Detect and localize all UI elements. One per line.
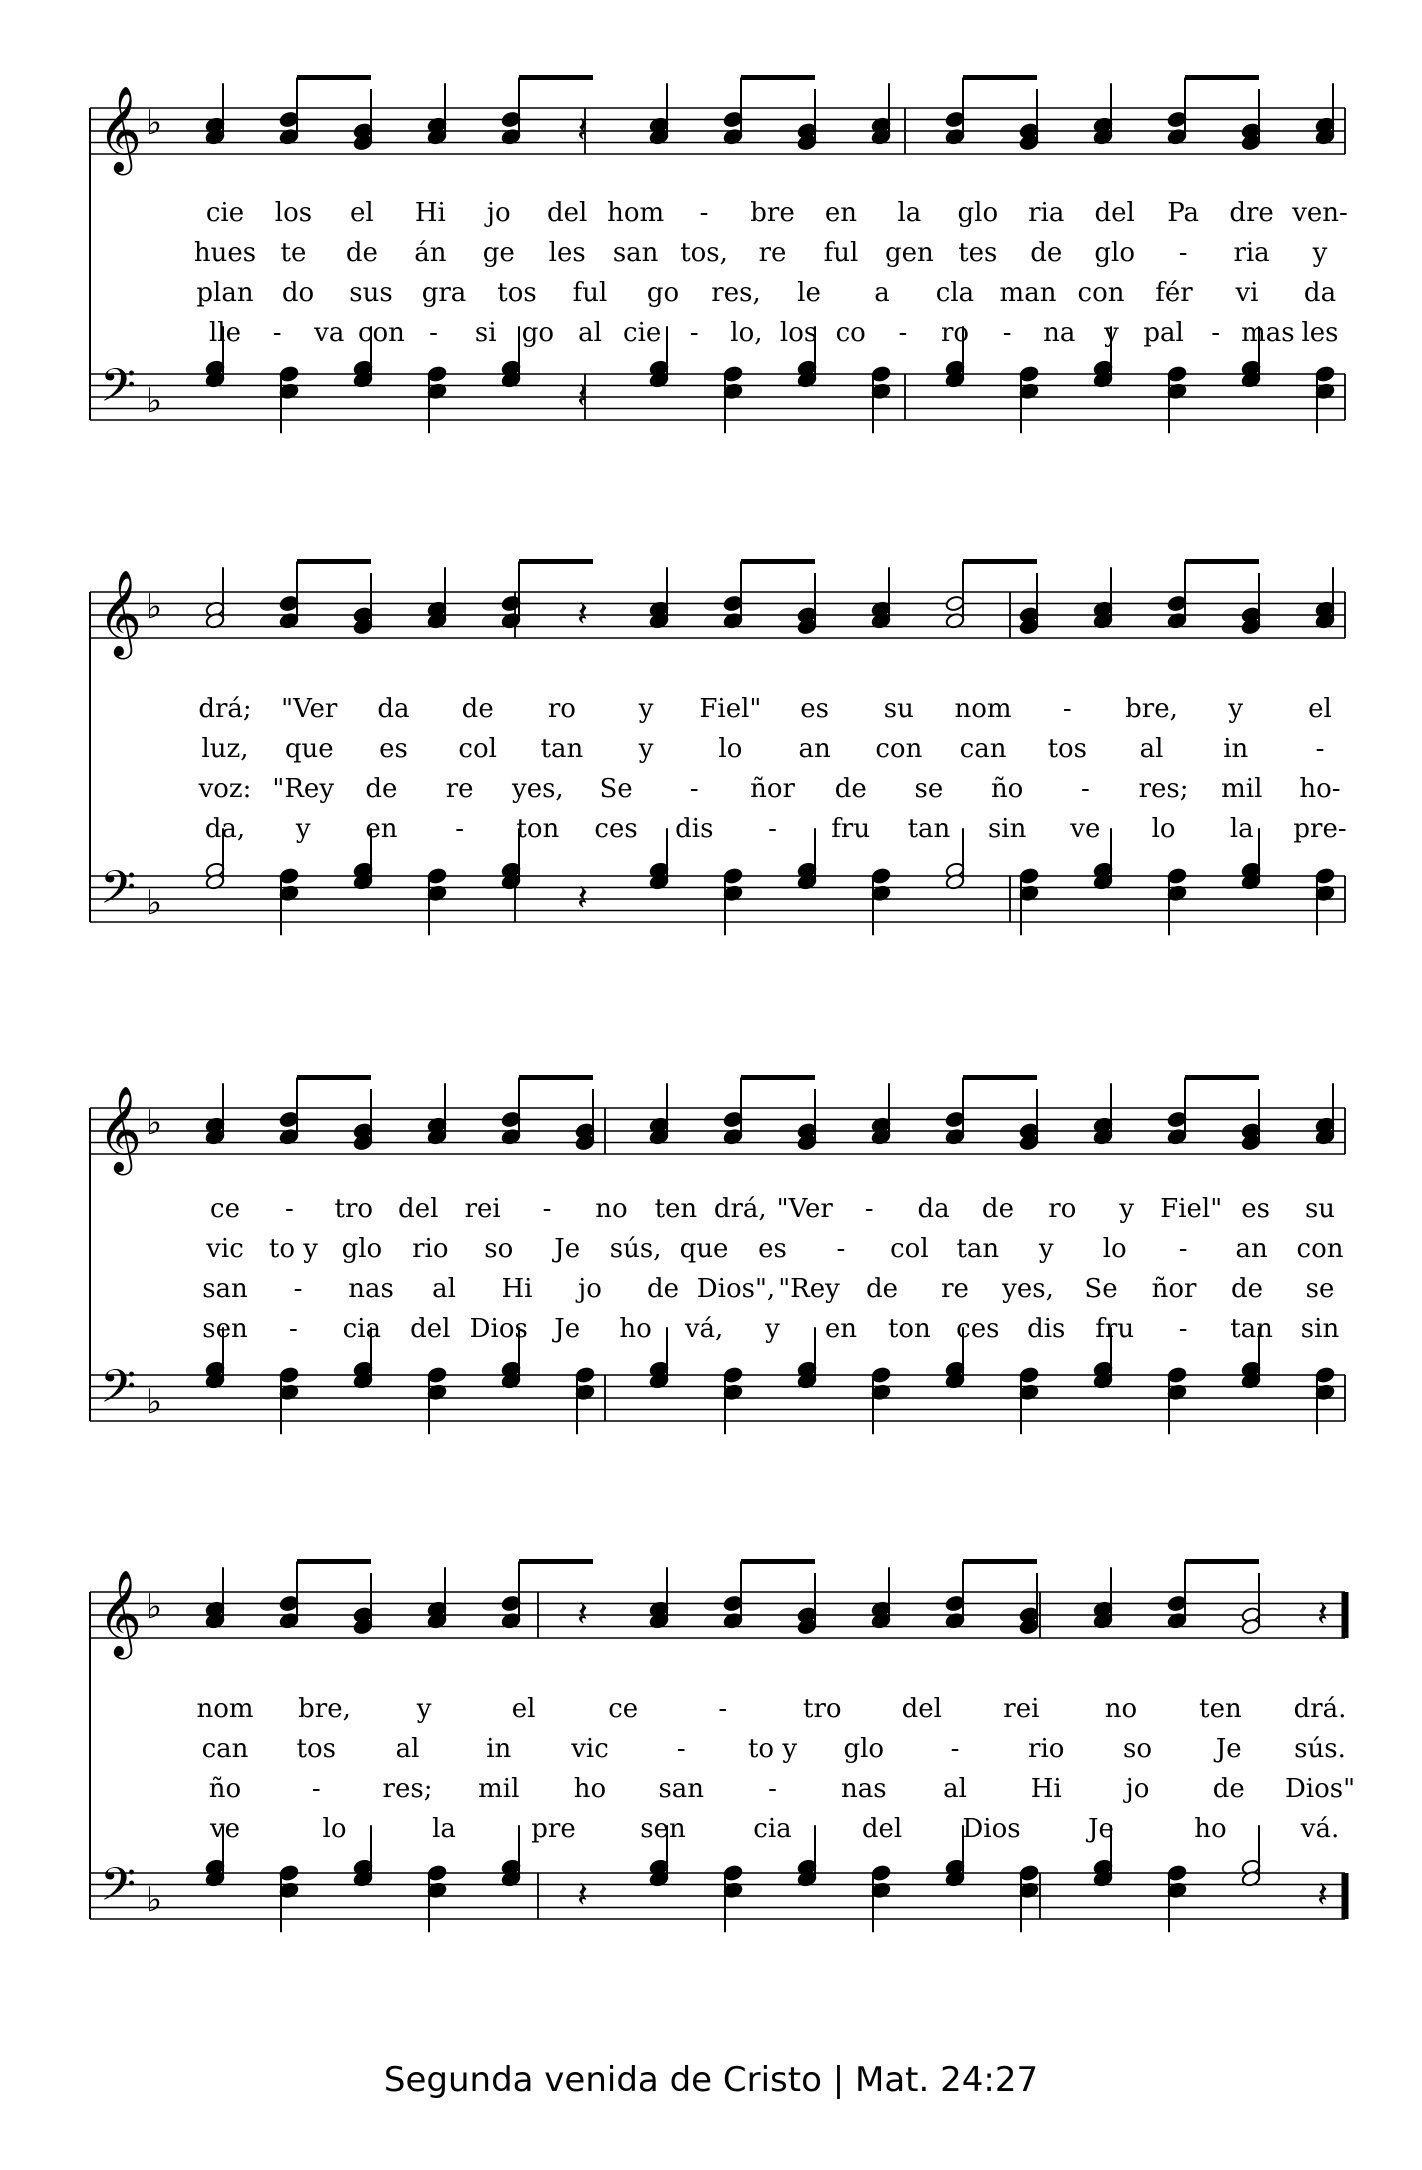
lyric-syllable: san <box>612 238 659 268</box>
lyric-syllable: que <box>284 734 334 764</box>
lyric-syllable: ho <box>1194 1814 1227 1844</box>
lyric-syllable: con <box>1296 1234 1344 1264</box>
lyric-syllable: da <box>917 1194 950 1224</box>
lyric-syllable: - <box>898 318 908 348</box>
quarter-rest-icon: 𝄽 <box>577 594 589 635</box>
lyric-syllable: da <box>377 694 410 724</box>
lyric-syllable: tan <box>907 814 951 844</box>
lyric-syllable: to y <box>747 1734 798 1764</box>
lyric-syllable: con <box>357 318 405 348</box>
lyric-syllable: sús. <box>1294 1734 1346 1764</box>
lyric-syllable: ve <box>1070 814 1101 844</box>
lyric-syllable: hom <box>607 198 665 228</box>
bass-staff <box>90 1825 1345 1932</box>
lyric-syllable: jo <box>486 198 511 228</box>
lyric-syllable: plan <box>196 278 254 308</box>
bass-clef-icon: 𝄢 <box>100 861 137 926</box>
lyric-syllable: nom <box>954 694 1012 724</box>
lyric-syllable: can <box>201 1734 249 1764</box>
lyric-syllable: que <box>679 1234 729 1264</box>
lyric-syllable: lo, <box>730 318 763 348</box>
lyric-syllable: - <box>768 1774 777 1804</box>
lyric-syllable: y <box>1312 238 1328 268</box>
lyric-syllable: de <box>1230 1274 1264 1304</box>
lyric-syllable: nas <box>348 1274 394 1304</box>
lyric-syllable: go <box>646 278 680 308</box>
lyric-syllable: lo <box>322 1814 347 1844</box>
lyric-syllable: ton <box>516 814 560 844</box>
lyric-syllable: en <box>365 814 398 844</box>
lyric-syllable: Je <box>554 1234 581 1264</box>
bass-clef-icon: 𝄢 <box>100 1360 137 1425</box>
lyric-syllable: re <box>445 774 474 804</box>
lyric-syllable: vic <box>206 1234 244 1264</box>
lyric-syllable: cie <box>623 318 662 348</box>
lyric-syllable: ho <box>619 1314 652 1344</box>
lyric-syllable: de <box>365 774 398 804</box>
lyric-syllable: vi <box>1235 278 1259 308</box>
lyric-syllable: dis <box>675 814 714 844</box>
lyric-syllable: - <box>676 1734 686 1764</box>
lyric-syllable: y <box>1104 318 1119 348</box>
lyric-syllable: dre <box>1229 198 1274 228</box>
lyric-syllable: ro <box>940 318 970 348</box>
lyric-syllable: rio <box>1028 1734 1065 1764</box>
lyric-syllable: de <box>834 774 867 804</box>
lyric-syllable: la <box>432 1814 456 1844</box>
lyric-syllable: lle <box>208 318 242 348</box>
quarter-rest-icon: 𝄽 <box>1317 1594 1329 1635</box>
lyric-syllable: - <box>699 198 709 228</box>
lyric-syllable: rei <box>464 1194 501 1224</box>
flat-icon: ♭ <box>146 1103 163 1143</box>
footer-separator: | <box>832 2060 845 2100</box>
lyric-syllable: - <box>455 814 465 844</box>
lyric-syllable: vá, <box>684 1314 724 1344</box>
treble-clef-icon: 𝄞 <box>98 570 142 656</box>
lyric-syllable: - <box>689 318 699 348</box>
treble-clef-icon: 𝄞 <box>98 86 142 172</box>
lyric-syllable: ho <box>573 1774 607 1804</box>
lyric-syllable: drá, <box>713 1194 767 1224</box>
flat-icon: ♭ <box>146 1880 163 1920</box>
lyric-syllable: - <box>1002 318 1012 348</box>
lyric-syllable: cla <box>935 278 975 308</box>
lyric-syllable: col <box>890 1234 929 1264</box>
lyric-syllable: ñor <box>1151 1274 1197 1304</box>
lyric-syllable: an <box>798 734 831 764</box>
lyric-syllable: - <box>1178 238 1188 268</box>
lyric-syllable: y <box>416 1694 432 1724</box>
lyric-syllable: - <box>718 1694 728 1724</box>
lyric-syllable: rei <box>1003 1694 1040 1724</box>
lyric-syllable: de <box>981 1194 1014 1224</box>
flat-icon: ♭ <box>146 1587 163 1627</box>
lyric-syllable: Je <box>1215 1734 1242 1764</box>
lyric-syllable: - <box>836 1234 846 1264</box>
lyric-syllable: con <box>1077 278 1125 308</box>
lyric-syllable: dis <box>1027 1314 1066 1344</box>
quarter-rest-icon: 𝄽 <box>577 376 589 417</box>
lyric-syllable: al <box>395 1734 420 1764</box>
lyric-syllable: del <box>1094 198 1135 228</box>
lyric-syllable: go <box>521 318 554 348</box>
footer-caption <box>0 2060 1422 2100</box>
lyric-syllable: san <box>202 1274 248 1304</box>
quarter-rest-icon: 𝄽 <box>1317 1875 1329 1916</box>
footer-reference: Mat. 24:27 <box>854 2060 1039 2100</box>
lyric-syllable: Dios <box>469 1314 528 1344</box>
lyric-syllable: can <box>959 734 1007 764</box>
lyric-syllable: - <box>768 814 777 844</box>
lyric-syllable: vá. <box>1300 1814 1340 1844</box>
lyric-syllable: tan <box>956 1234 1000 1264</box>
lyric-syllable: ten <box>1199 1694 1242 1724</box>
lyric-syllable: es <box>1241 1194 1270 1224</box>
lyric-syllable: al <box>943 1774 967 1804</box>
lyric-syllable: glo <box>957 198 999 228</box>
lyric-syllable: en <box>824 1314 858 1344</box>
bass-clef-icon: 𝄢 <box>100 1858 137 1923</box>
lyric-syllable: tos <box>1047 734 1088 764</box>
bass-clef-icon: 𝄢 <box>100 359 137 424</box>
lyric-syllable: glo <box>843 1734 885 1764</box>
lyric-syllable: al <box>1139 734 1164 764</box>
lyric-syllable: ces <box>594 814 638 844</box>
system-4 <box>90 1562 1345 1933</box>
lyric-syllable: ñor <box>750 774 795 804</box>
lyric-syllable: man <box>999 278 1057 308</box>
treble-staff <box>90 1562 1345 1661</box>
lyric-syllable: y <box>638 734 654 764</box>
lyric-syllable: del <box>398 1194 439 1224</box>
lyric-syllable: mil <box>1221 774 1263 804</box>
lyric-syllable: lo <box>1102 1234 1127 1264</box>
lyric-syllable: in <box>1223 734 1249 764</box>
lyric-syllable: luz, <box>201 734 249 764</box>
lyric-syllable: Dios <box>962 1814 1021 1844</box>
lyric-syllable: da, <box>204 814 246 844</box>
quarter-rest-icon: 𝄽 <box>577 1875 589 1916</box>
lyric-syllable: y <box>638 694 654 724</box>
lyric-syllable: ven- <box>1292 198 1348 228</box>
lyric-syllable: los <box>779 318 818 348</box>
lyric-syllable: ful <box>572 278 608 308</box>
lyric-syllable: sin <box>1300 1314 1340 1344</box>
lyric-syllable: "Rey <box>272 774 335 804</box>
lyric-syllable: es <box>800 694 829 724</box>
lyric-syllable: "Ver <box>281 694 338 724</box>
footer-title: Segunda venida de Cristo <box>383 2060 822 2100</box>
lyric-syllable: - <box>1062 694 1072 724</box>
flat-icon: ♭ <box>146 883 163 923</box>
lyric-syllable: ful <box>823 238 859 268</box>
lyric-syllable: - <box>542 1194 552 1224</box>
lyric-syllable: Je <box>1088 1814 1114 1844</box>
lyric-syllable: jo <box>578 1274 602 1304</box>
lyric-syllable: el <box>350 198 374 228</box>
lyric-syllable: yes, <box>1002 1274 1054 1304</box>
lyric-syllable: tos <box>296 1734 336 1764</box>
lyric-syllable: fru <box>1095 1314 1135 1344</box>
lyric-syllable: re <box>758 238 787 268</box>
quarter-rest-icon: 𝄽 <box>577 1594 589 1635</box>
lyric-syllable: no <box>595 1194 628 1224</box>
lyric-syllable: bre, <box>298 1694 351 1724</box>
lyric-syllable: an <box>1235 1234 1268 1264</box>
lyric-syllable: el <box>1308 694 1332 724</box>
lyric-syllable: se <box>1305 1274 1335 1304</box>
lyric-syllable: Se <box>1084 1274 1118 1304</box>
lyric-syllable: de <box>646 1274 680 1304</box>
lyric-syllable: fru <box>831 814 871 844</box>
lyric-syllable: lo <box>1151 814 1176 844</box>
flat-icon: ♭ <box>146 587 163 627</box>
lyric-syllable: án <box>414 238 447 268</box>
lyric-syllable: ten <box>654 1194 698 1224</box>
lyric-syllable: bre <box>750 198 795 228</box>
lyric-syllable: y <box>1119 1194 1135 1224</box>
lyric-syllable: res; <box>382 1774 433 1804</box>
lyric-syllable: de <box>1030 238 1063 268</box>
lyric-syllable: in <box>486 1734 512 1764</box>
lyric-syllable: a <box>874 278 890 308</box>
lyric-syllable: "Rey <box>778 1274 840 1304</box>
lyric-syllable: del <box>901 1694 942 1724</box>
lyric-syllable: "Ver <box>776 1194 833 1224</box>
treble-clef-icon: 𝄞 <box>98 1086 142 1172</box>
bass-staff <box>90 828 1345 935</box>
lyric-syllable: col <box>458 734 497 764</box>
flat-icon: ♭ <box>146 381 163 421</box>
lyric-syllable: - <box>272 318 282 348</box>
lyric-syllable: de <box>461 694 494 724</box>
lyric-syllable: so <box>1123 1734 1152 1764</box>
lyric-syllable: ria <box>1028 198 1065 228</box>
lyric-syllable: - <box>1080 774 1090 804</box>
lyric-syllable: se <box>914 774 944 804</box>
lyric-syllable: bre, <box>1125 694 1178 724</box>
lyric-syllable: del <box>861 1814 903 1844</box>
lyric-syllable: voz: <box>198 774 252 804</box>
lyric-syllable: san <box>658 1774 705 1804</box>
lyric-syllable: el <box>511 1694 536 1724</box>
lyric-syllable: tan <box>540 734 584 764</box>
lyric-syllable: Dios" <box>1284 1774 1356 1804</box>
lyric-syllable: Se <box>599 774 633 804</box>
lyric-syllable: ño <box>990 774 1024 804</box>
lyric-syllable: - <box>293 1274 303 1304</box>
lyric-syllable: to y <box>268 1234 318 1264</box>
lyric-syllable: hues <box>193 238 257 268</box>
lyric-syllable: - <box>429 318 438 348</box>
lyric-syllable: tes <box>958 238 998 268</box>
lyric-syllable: los <box>274 198 313 228</box>
lyric-syllable: ria <box>1233 238 1270 268</box>
lyric-syllable: nom <box>196 1694 254 1724</box>
lyric-syllable: - <box>689 774 699 804</box>
lyric-syllable: Fiel" <box>1160 1194 1223 1224</box>
lyric-syllable: cia <box>342 1314 382 1344</box>
lyric-syllable: - <box>289 1314 298 1344</box>
lyric-syllable: al <box>578 318 602 348</box>
lyric-syllable: res, <box>711 278 761 308</box>
lyric-syllable: tro <box>803 1694 842 1724</box>
lyric-syllable: del <box>547 198 588 228</box>
lyric-syllable: - <box>864 1194 874 1224</box>
lyric-syllable: sús, <box>609 1234 662 1264</box>
flat-icon: ♭ <box>146 103 163 143</box>
lyric-syllable: en <box>824 198 858 228</box>
lyric-syllable: glo <box>341 1234 383 1264</box>
lyric-syllable: - <box>950 1734 960 1764</box>
lyric-syllable: - <box>1178 1234 1188 1264</box>
flat-icon: ♭ <box>146 1382 163 1422</box>
lyric-syllable: ce <box>210 1194 240 1224</box>
lyric-syllable: sen <box>640 1814 686 1844</box>
lyric-syllable: mil <box>478 1774 520 1804</box>
treble-staff <box>90 562 1345 661</box>
lyric-syllable: rio <box>412 1234 449 1264</box>
lyric-syllable: tos, <box>680 238 728 268</box>
lyric-syllable: fér <box>1155 278 1193 308</box>
lyric-syllable: al <box>432 1274 456 1304</box>
lyric-syllable: ve <box>209 1814 241 1844</box>
lyric-syllable: si <box>474 318 497 348</box>
lyric-syllable: re <box>941 1274 969 1304</box>
lyric-syllable: ge <box>482 238 515 268</box>
lyric-syllable: ton <box>887 1314 931 1344</box>
lyric-syllable: de <box>865 1274 899 1304</box>
lyric-syllable: co <box>835 318 866 348</box>
lyric-syllable: yes, <box>512 774 564 804</box>
lyric-syllable: sin <box>987 814 1027 844</box>
lyric-syllable: y <box>295 814 311 844</box>
lyric-syllable: Dios", <box>696 1274 776 1304</box>
lyric-syllable: Hi <box>1030 1774 1062 1804</box>
lyric-syllable: es <box>379 734 408 764</box>
quarter-rest-icon: 𝄽 <box>577 110 589 151</box>
lyric-syllable: y <box>765 1314 780 1344</box>
lyric-syllable: con <box>875 734 923 764</box>
lyric-syllable: sus <box>349 278 393 308</box>
quarter-rest-icon: 𝄽 <box>577 878 589 919</box>
lyric-syllable: cia <box>753 1814 792 1844</box>
lyric-syllable: la <box>1229 814 1254 844</box>
lyric-syllable: no <box>1104 1694 1138 1724</box>
lyric-syllable: sen <box>202 1314 248 1344</box>
lyric-syllable: nas <box>840 1774 887 1804</box>
lyric-syllable: ho- <box>1299 774 1341 804</box>
lyric-syllable: pre- <box>1293 814 1347 844</box>
lyric-syllable: de <box>345 238 378 268</box>
lyric-syllable: jo <box>1125 1774 1150 1804</box>
lyric-syllable: lo <box>718 734 743 764</box>
lyric-syllable: Hi <box>414 198 446 228</box>
lyric-syllable: ces <box>956 1314 1000 1344</box>
treble-clef-icon: 𝄞 <box>98 1570 142 1656</box>
lyric-syllable: drá. <box>1293 1694 1347 1724</box>
lyric-syllable: gen <box>884 238 934 268</box>
lyric-syllable: y <box>1228 694 1244 724</box>
lyric-syllable: da <box>1303 278 1337 308</box>
lyric-syllable: su <box>1304 1194 1336 1224</box>
lyric-syllable: na <box>1043 318 1076 348</box>
lyric-syllable: le <box>797 278 821 308</box>
lyric-syllable: - <box>311 1774 321 1804</box>
lyric-syllable: cie <box>205 198 245 228</box>
lyric-syllable: Je <box>554 1314 581 1344</box>
lyric-syllable: les <box>1301 318 1339 348</box>
lyric-syllable: ce <box>608 1694 639 1724</box>
lyric-syllable: pal <box>1143 318 1184 348</box>
lyric-syllable: Hi <box>501 1274 533 1304</box>
lyric-syllable: gra <box>421 278 467 308</box>
lyric-syllable: glo <box>1094 238 1135 268</box>
lyric-syllable: la <box>897 198 922 228</box>
lyric-syllable: do <box>281 278 315 308</box>
lyric-syllable: les <box>548 238 586 268</box>
lyric-syllable: y <box>1038 1234 1054 1264</box>
lyric-syllable: tos <box>497 278 537 308</box>
lyric-syllable: de <box>1212 1774 1245 1804</box>
lyric-syllable: tan <box>1230 1314 1273 1344</box>
lyric-syllable: va <box>314 318 345 348</box>
lyric-syllable: - <box>285 1194 294 1224</box>
lyric-syllable: tro <box>334 1194 374 1224</box>
lyric-syllable: ro <box>547 694 576 724</box>
lyric-syllable: su <box>883 694 914 724</box>
lyric-syllable: - <box>1315 734 1325 764</box>
lyric-syllable: - <box>1178 1314 1188 1344</box>
lyric-syllable: del <box>410 1314 451 1344</box>
treble-staff <box>90 78 1345 177</box>
lyric-syllable: res; <box>1138 774 1189 804</box>
lyric-syllable: ño <box>208 1774 242 1804</box>
lyric-syllable: Fiel" <box>699 694 762 724</box>
lyric-syllable: ro <box>1048 1194 1077 1224</box>
lyric-syllable: vic <box>571 1734 609 1764</box>
treble-staff <box>90 1078 1345 1177</box>
lyric-syllable: pre <box>531 1814 576 1844</box>
lyric-syllable: es <box>758 1234 787 1264</box>
lyric-syllable: so <box>484 1234 514 1264</box>
lyric-syllable: mas <box>1241 318 1295 348</box>
lyric-syllable: te <box>280 238 307 268</box>
lyric-syllable: - <box>1211 318 1221 348</box>
lyric-syllable: drá; <box>198 694 252 724</box>
lyric-syllable: Pa <box>1167 198 1200 228</box>
